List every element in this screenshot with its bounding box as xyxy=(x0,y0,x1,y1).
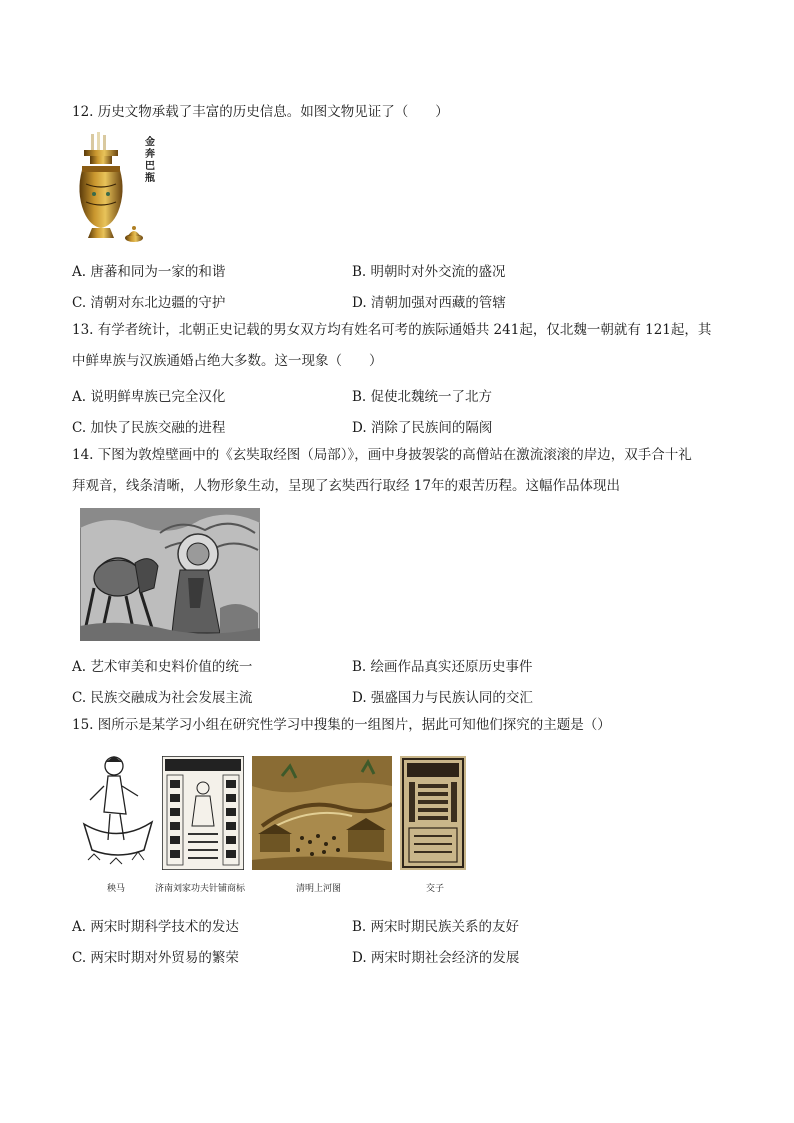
option-13-c[interactable]: C. 加快了民族交融的进程 xyxy=(72,420,226,436)
caption-qingming: 清明上河图 xyxy=(296,884,342,894)
option-12-d[interactable]: D. 清朝加强对西藏的管辖 xyxy=(352,295,506,311)
caption-jiaozi: 交子 xyxy=(426,884,445,894)
option-12-b[interactable]: B. 明朝时对外交流的盛况 xyxy=(352,264,506,280)
question-12-stem: 12. 历史文物承载了丰富的历史信息。如图文物见证了（ ） xyxy=(72,104,449,120)
question-12-options-row1 xyxy=(72,260,732,280)
option-12-a[interactable]: A. 唐蕃和同为一家的和谐 xyxy=(72,264,226,280)
question-13-stem-line1: 13. 有学者统计，北朝正史记载的男女双方均有姓名可考的族际通婚共 241起，仅北魏一朝就有 121起，其 xyxy=(72,322,712,338)
question-14-options-row1 xyxy=(72,655,732,675)
question-15-options-row2 xyxy=(72,946,732,966)
question-14-stem-line2: 拜观音，线条清晰，人物形象生动，呈现了玄奘西行取经 17年的艰苦历程。这幅作品体现出 xyxy=(72,478,620,494)
option-15-d[interactable]: D. 两宋时期社会经济的发展 xyxy=(352,950,520,966)
option-14-b[interactable]: B. 绘画作品真实还原历史事件 xyxy=(352,659,533,675)
question-14-options-row2 xyxy=(72,686,732,706)
option-14-a[interactable]: A. 艺术审美和史料价值的统一 xyxy=(72,659,253,675)
question-13-options-row1 xyxy=(72,385,732,405)
jiaozi-note-image xyxy=(400,756,466,870)
option-13-a[interactable]: A. 说明鲜卑族已完全汉化 xyxy=(72,389,226,405)
xuanzang-mural-image xyxy=(80,508,260,641)
question-15-stem: 15. 图所示是某学习小组在研究性学习中搜集的一组图片，据此可知他们探究的主题是（） xyxy=(72,717,611,733)
question-13-stem-line2: 中鲜卑族与汉族通婚占绝大多数。这一现象（ ） xyxy=(72,353,383,369)
option-13-d[interactable]: D. 消除了民族间的隔阂 xyxy=(352,420,493,436)
vase-label: 金奔巴瓶 xyxy=(145,137,155,184)
question-13-options-row2 xyxy=(72,416,732,436)
option-14-c[interactable]: C. 民族交融成为社会发展主流 xyxy=(72,690,253,706)
option-15-b[interactable]: B. 两宋时期民族关系的友好 xyxy=(352,919,520,935)
needle-shop-trademark-image xyxy=(162,756,244,870)
option-14-d[interactable]: D. 强盛国力与民族认同的交汇 xyxy=(352,690,533,706)
option-13-b[interactable]: B. 促使北魏统一了北方 xyxy=(352,389,493,405)
caption-trademark: 济南刘家功夫针铺商标 xyxy=(155,884,246,894)
option-15-a[interactable]: A. 两宋时期科学技术的发达 xyxy=(72,919,239,935)
question-15-options-row1 xyxy=(72,915,732,935)
question-12-options-row2 xyxy=(72,291,732,311)
question-14-stem-line1: 14. 下图为敦煌壁画中的《玄奘取经图（局部）》，画中身披袈裟的高僧站在激流滚滚的岸边，双手合十礼 xyxy=(72,447,692,463)
yangma-image xyxy=(80,752,156,870)
qingming-painting-image xyxy=(252,756,392,870)
gold-vase-image xyxy=(72,130,152,246)
caption-yangma: 秧马 xyxy=(107,884,126,894)
option-15-c[interactable]: C. 两宋时期对外贸易的繁荣 xyxy=(72,950,239,966)
option-12-c[interactable]: C. 清朝对东北边疆的守护 xyxy=(72,295,226,311)
